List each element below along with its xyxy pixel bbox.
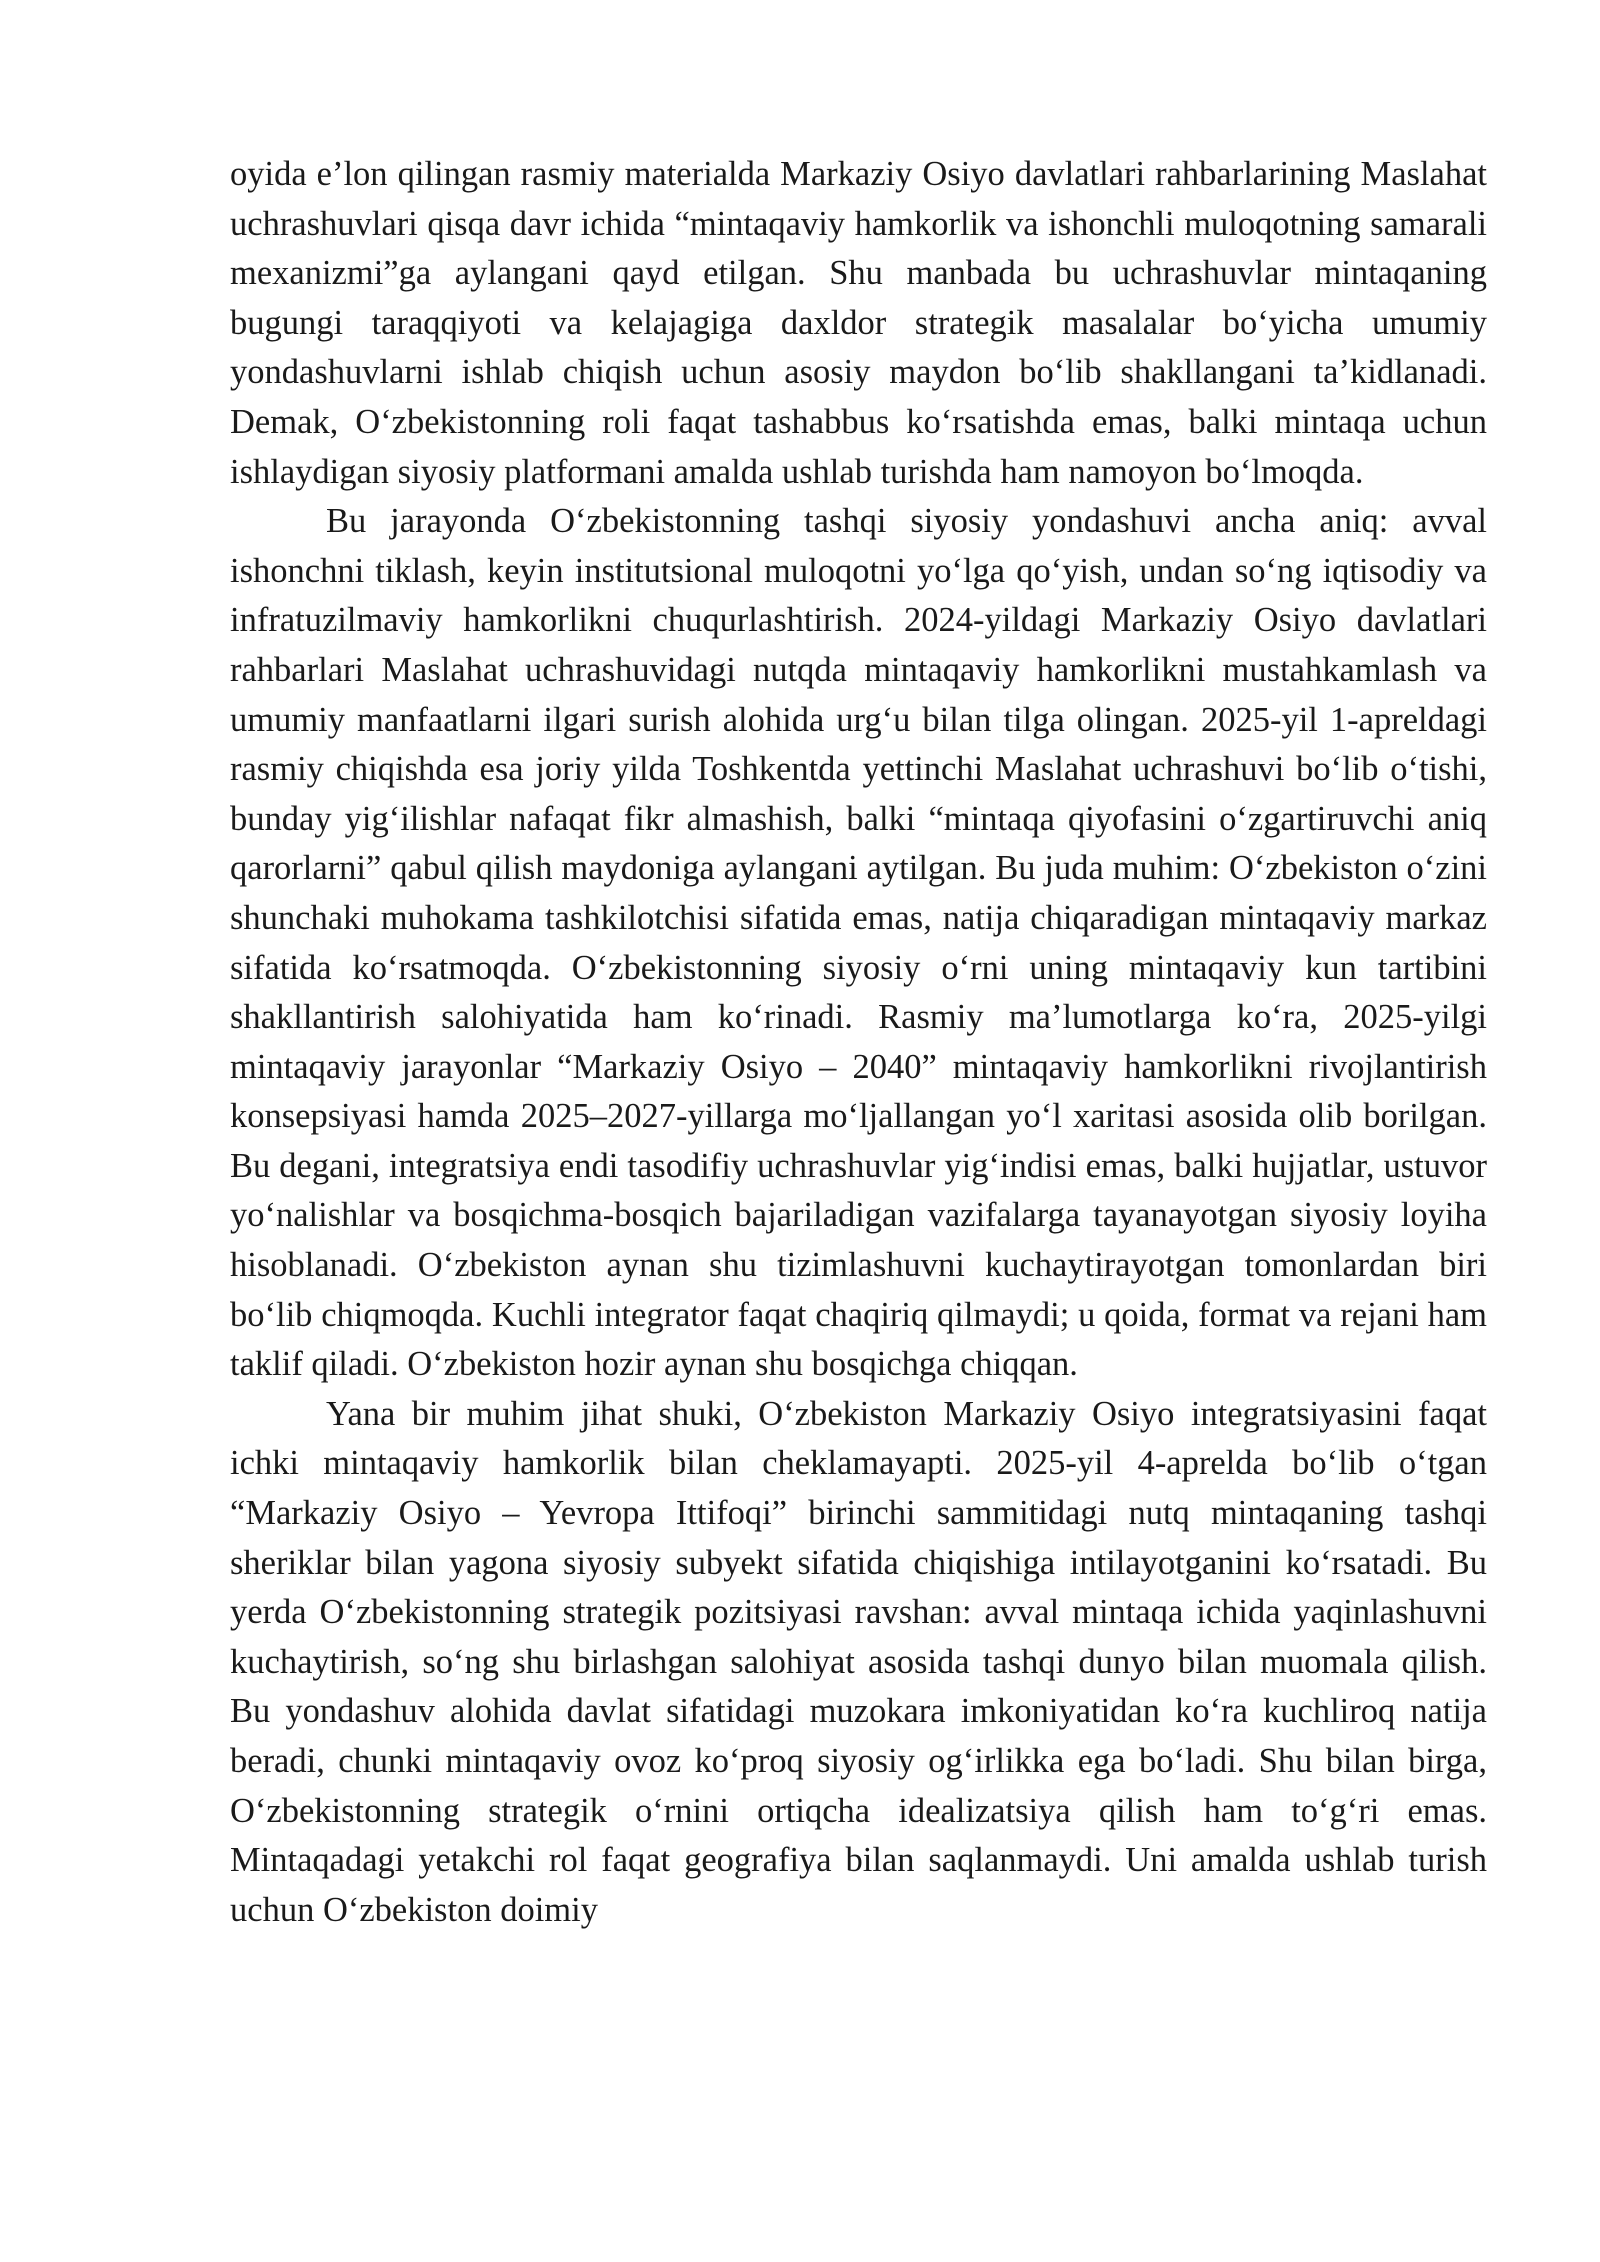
paragraph-2: Bu jarayonda O‘zbekistonning tashqi siyosiy yondashuvi ancha aniq: avval ishonchni tiklash, keyin institutsional muloqotni yo‘lga qo‘yish, undan so‘ng iqtisodiy va infratuzilmaviy hamkorlikni chuqurlashtirish. 2024-yildagi Markaziy Osiyo davlatlari rahbarlari Maslahat uchrashuvidagi nutqda mintaqaviy hamkorlikni mustahkamlash va umumiy manfaatlarni ilgari surish alohida urg‘u bilan tilga olingan. 2025-yil 1-apreldagi rasmiy chiqishda esa joriy yilda Toshkentda yettinchi Maslahat uchrashuvi bo‘lib o‘tishi, bunday yig‘ilishlar nafaqat fikr almashish, balki “mintaqa qiyofasini o‘zgartiruvchi aniq qarorlarni” qabul qilish maydoniga aylangani aytilgan. Bu juda muhim: O‘zbekiston o‘zini shunchaki muhokama tashkilotchisi sifatida emas, natija chiqaradigan mintaqaviy markaz sifatida ko‘rsatmoqda. O‘zbekistonning siyosiy o‘rni uning mintaqaviy kun tartibini shakllantirish salohiyatida ham ko‘rinadi. Rasmiy ma’lumotlarga ko‘ra, 2025-yilgi mintaqaviy jarayonlar “Markaziy Osiyo – 2040” mintaqaviy hamkorlikni rivojlantirish konsepsiyasi hamda 2025–2027-yillarga mo‘ljallangan yo‘l xaritasi asosida olib borilgan. Bu degani, integratsiya endi tasodifiy uchrashuvlar yig‘indisi emas, balki hujjatlar, ustuvor yo‘nalishlar va bosqichma-bosqich bajariladigan vazifalarga tayanayotgan siyosiy loyiha hisoblanadi. O‘zbekiston aynan shu tizimlashuvni kuchaytirayotgan tomonlardan biri bo‘lib chiqmoqda. Kuchli integrator faqat chaqiriq qilmaydi; u qoida, format va rejani ham taklif qiladi. O‘zbekiston hozir aynan shu bosqichga chiqqan.: [230, 502, 1487, 1384]
document-page: [230, 150, 1487, 1935]
paragraph-3: Yana bir muhim jihat shuki, O‘zbekiston Markaziy Osiyo integratsiyasini faqat ichki mintaqaviy hamkorlik bilan cheklamayapti. 2025-yil 4-aprelda bo‘lib o‘tgan “Markaziy Osiyo – Yevropa Ittifoqi” birinchi sammitidagi nutq mintaqaning tashqi sheriklar bilan yagona siyosiy subyekt sifatida chiqishiga intilayotganini ko‘rsatadi. Bu yerda O‘zbekistonning strategik pozitsiyasi ravshan: avval mintaqa ichida yaqinlashuvni kuchaytirish, so‘ng shu birlashgan salohiyat asosida tashqi dunyo bilan muomala qilish. Bu yondashuv alohida davlat sifatidagi muzokara imkoniyatidan ko‘ra kuchliroq natija beradi, chunki mintaqaviy ovoz ko‘proq siyosiy og‘irlikka ega bo‘ladi. Shu bilan birga, O‘zbekistonning strategik o‘rnini ortiqcha idealizatsiya qilish ham to‘g‘ri emas. Mintaqadagi yetakchi rol faqat geografiya bilan saqlanmaydi. Uni amalda ushlab turish uchun O‘zbekiston doimiy: [230, 1394, 1487, 1929]
paragraph-1: oyida e’lon qilingan rasmiy materialda Markaziy Osiyo davlatlari rahbarlarining Maslahat uchrashuvlari qisqa davr ichida “mintaqaviy hamkorlik va ishonchli muloqotning samarali mexanizmi”ga aylangani qayd etilgan. Shu manbada bu uchrashuvlar mintaqaning bugungi taraqqiyoti va kelajagiga daxldor strategik masalalar bo‘yicha umumiy yondashuvlarni ishlab chiqish uchun asosiy maydon bo‘lib shakllangani ta’kidlanadi. Demak, O‘zbekistonning roli faqat tashabbus ko‘rsatishda emas, balki mintaqa uchun ishlaydigan siyosiy platformani amalda ushlab turishda ham namoyon bo‘lmoqda.: [230, 155, 1487, 491]
